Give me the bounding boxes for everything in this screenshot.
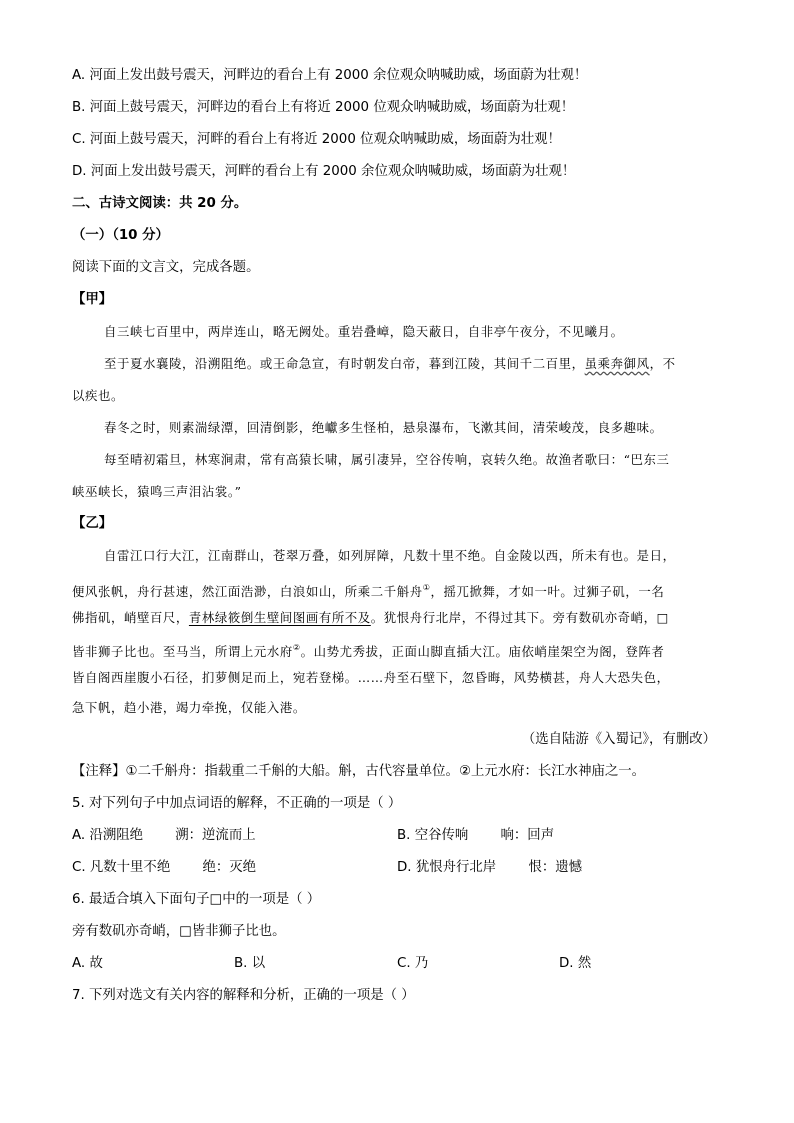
q6-stem: 6. 最适合填入下面句子□中的一项是（ ）	[72, 892, 321, 907]
q7-stem: 7. 下列对选文有关内容的解释和分析，正确的一项是（ ）	[72, 988, 415, 1003]
jia-paragraph-1: 自三峡七百里中，两岸连山，略无阙处。重岩叠嶂，隐天蔽日，自非亭午夜分，不见曦月。	[104, 324, 624, 339]
jia-paragraph-2	[104, 355, 676, 373]
q6-option-d: D. 然	[559, 956, 592, 971]
q4-option-c: C. 河面上鼓号震天，河畔的看台上有将近 2000 位观众呐喊助威，场面蔚为壮观！	[72, 132, 561, 147]
yi-l4-text: 皆非狮子比也。至马当，所谓上元水府	[72, 644, 293, 659]
yi-line-4	[72, 639, 664, 661]
q4-option-a: A. 河面上发出鼓号震天，河畔边的看台上有 2000 余位观众呐喊助威，场面蔚为壮观！	[72, 68, 588, 83]
yi-l2-text: 便风张帆，舟行甚速，然江面浩渺，白浪如山，所乘二千斛舟	[72, 584, 423, 599]
yi-underlined-sentence: 青林绿筱倒生壁间图画有所不及	[188, 610, 371, 625]
yi-l4-tail: 。山势尤秀拔，正面山脚直插大江。庙依峭崖架空为阁，登阵者	[300, 644, 665, 659]
passage-jia-label: 【甲】	[72, 292, 113, 307]
passage-yi-label: 【乙】	[72, 516, 113, 531]
yi-line-5: 皆自阁西崖腹小石径，扪萝侧足而上，宛若登梯。……舟至石壁下，忽昏晦，风势横甚，舟人大恐失色，	[72, 670, 670, 685]
note-marker-1: ①	[422, 583, 431, 592]
q6-sentence: 旁有数矶亦奇峭，□皆非狮子比也。	[72, 924, 286, 939]
q6-option-b: B. 以	[234, 956, 266, 971]
q5-option-d	[397, 859, 582, 877]
q5-b-sentence: B. 空谷传响	[397, 828, 469, 843]
q5-d-sentence: D. 犹恨舟行北岸	[397, 860, 497, 875]
note-marker-2: ②	[292, 643, 301, 652]
jia-paragraph-4: 每至晴初霜旦，林寒涧肃，常有高猿长啸，属引凄异，空谷传响，哀转久绝。故渔者歌曰：“巴东三	[104, 452, 670, 467]
q5-option-a	[72, 827, 256, 845]
q6-option-c: C. 乃	[397, 956, 429, 971]
instruction: 阅读下面的文言文，完成各题。	[72, 260, 260, 275]
jia-p2-wavy-phrase: 虽乘奔御风	[584, 356, 650, 371]
blank-box: □	[656, 610, 669, 625]
q4-option-d: D. 河面上发出鼓号震天，河畔的看台上有 2000 余位观众呐喊助威，场面蔚为壮观！	[72, 164, 576, 179]
jia-p2-tail: ，不	[649, 356, 676, 371]
yi-l3-tail: 。犹恨舟行北岸，不得过其下。旁有数矶亦奇峭，	[370, 610, 657, 625]
q5-a-explanation: 溯：逆流而上	[175, 828, 256, 843]
jia-paragraph-2-cont: 以疾也。	[72, 388, 124, 403]
jia-paragraph-4-cont: 峡巫峡长，猿鸣三声泪沾裳。”	[72, 484, 242, 499]
q6-option-a: A. 故	[72, 956, 103, 971]
q5-stem: 5. 对下列句子中加点词语的解释，不正确的一项是（ ）	[72, 796, 402, 811]
q5-c-sentence: C. 凡数十里不绝	[72, 860, 171, 875]
q5-b-explanation: 响：回声	[500, 828, 555, 843]
section-heading: 二、古诗文阅读：共 20 分。	[72, 196, 248, 211]
yi-l2-tail: ，摇兀掀舞，才如一叶。过狮子矶，一名	[430, 584, 665, 599]
yi-l3-text: 佛指矶，峭壁百尺，	[72, 610, 189, 625]
q5-option-c	[72, 859, 256, 877]
annotation-notes: 【注释】①二千斛舟：指载重二千斛的大船。斛，古代容量单位。②上元水府：长江水神庙之一。	[72, 764, 646, 779]
yi-line-2	[72, 579, 664, 601]
q4-option-b: B. 河面上鼓号震天，河畔边的看台上有将近 2000 位观众呐喊助威，场面蔚为壮观！	[72, 100, 575, 115]
q5-c-explanation: 绝：灭绝	[202, 860, 257, 875]
subsection-heading: （一）（10 分）	[72, 228, 169, 243]
jia-p2-text: 至于夏水襄陵，沿溯阻绝。或王命急宣，有时朝发白帝，暮到江陵，其间千二百里，	[104, 356, 585, 371]
q5-d-explanation: 恨：遗憾	[528, 860, 582, 875]
source-citation: （选自陆游《入蜀记》，有删改）	[521, 732, 716, 747]
yi-line-1: 自雷江口行大江，江南群山，苍翠万叠，如列屏障，凡数十里不绝。自金陵以西，所未有也。是日，	[104, 548, 676, 563]
yi-line-3	[72, 609, 669, 627]
q5-option-b	[397, 827, 554, 845]
yi-line-6: 急下帆，趋小港，竭力牵挽，仅能入港。	[72, 700, 306, 715]
jia-paragraph-3: 春冬之时，则素湍绿潭，回清倒影，绝巘多生怪柏，悬泉瀑布，飞漱其间，清荣峻茂，良多趣味。	[104, 420, 663, 435]
q5-a-sentence: A. 沿溯阻绝	[72, 828, 143, 843]
